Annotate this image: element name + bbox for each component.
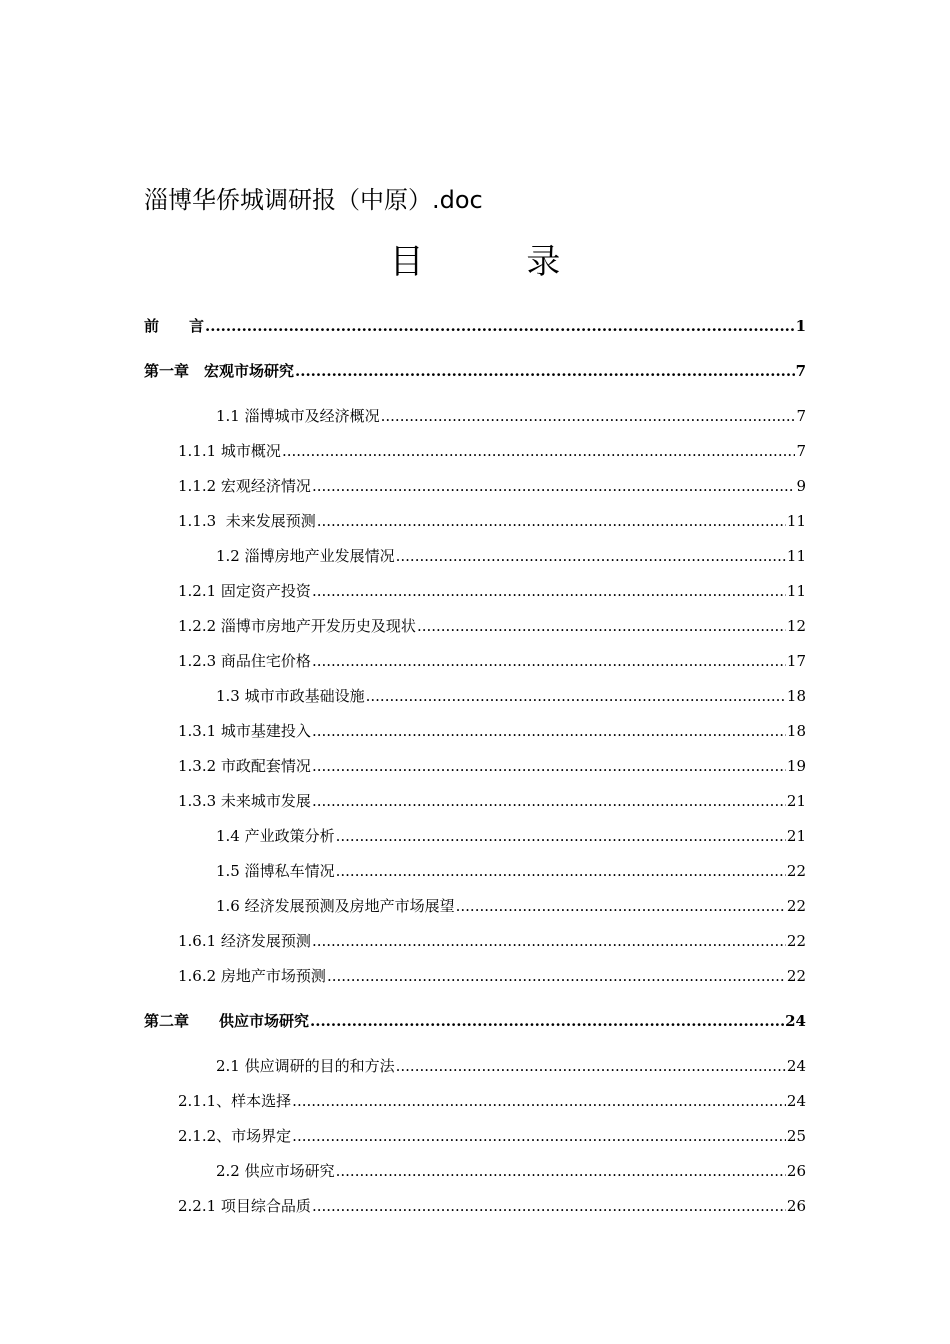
leader-dots [312, 476, 796, 496]
toc-entry-preface[interactable] [144, 316, 806, 336]
toc-label: 1.6 经济发展预测及房地产市场展望 [216, 897, 455, 915]
toc-entry-1-5[interactable] [216, 861, 806, 881]
toc-label: 1.1.3 未来发展预测 [178, 512, 316, 530]
toc-label: 2.2 供应市场研究 [216, 1162, 335, 1180]
toc-label: 1.4 产业政策分析 [216, 827, 335, 845]
toc-label: 1.3.1 城市基建投入 [178, 722, 311, 740]
leader-dots [312, 791, 786, 811]
toc-entry-1-3-1[interactable] [178, 721, 806, 741]
toc-entry-1-1-2[interactable] [178, 476, 806, 496]
toc-entry-1-2[interactable] [216, 546, 806, 566]
leader-dots [381, 406, 796, 426]
toc-heading: 目 录 [389, 242, 607, 282]
toc-page: 18 [786, 722, 806, 740]
leader-dots [327, 966, 786, 986]
toc-page: 7 [796, 442, 806, 460]
toc-page: 19 [786, 757, 806, 775]
toc-page: 18 [786, 687, 806, 705]
toc-entry-2-2-1[interactable] [178, 1196, 806, 1216]
toc-label: 1.6.1 经济发展预测 [178, 932, 311, 950]
toc-page: 26 [786, 1162, 806, 1180]
toc-entry-2-1[interactable] [216, 1056, 806, 1076]
toc-page: 24 [785, 1012, 806, 1030]
toc-label: 1.3.3 未来城市发展 [178, 792, 311, 810]
leader-dots [312, 931, 786, 951]
toc-page: 22 [786, 967, 806, 985]
toc-label: 1.2 淄博房地产业发展情况 [216, 547, 395, 565]
toc-entry-1-1-1[interactable] [178, 441, 806, 461]
toc-entry-2-2[interactable] [216, 1161, 806, 1181]
leader-dots [310, 1011, 784, 1031]
toc-entry-1-2-2[interactable] [178, 616, 806, 636]
toc-label: 1.2.3 商品住宅价格 [178, 652, 311, 670]
toc-page: 22 [786, 862, 806, 880]
toc-entry-chapter-2[interactable] [144, 1011, 806, 1031]
toc-entry-1-6-2[interactable] [178, 966, 806, 986]
leader-dots [292, 1126, 786, 1146]
leader-dots [205, 316, 795, 336]
toc-entry-1-6[interactable] [216, 896, 806, 916]
leader-dots [336, 1161, 786, 1181]
leader-dots [312, 756, 786, 776]
toc-page: 11 [786, 547, 806, 565]
toc-label: 2.1 供应调研的目的和方法 [216, 1057, 395, 1075]
toc-entry-2-1-2[interactable] [178, 1126, 806, 1146]
toc-entry-1-4[interactable] [216, 826, 806, 846]
toc-page: 7 [795, 362, 806, 380]
toc-page: 22 [786, 897, 806, 915]
toc-entry-chapter-1[interactable] [144, 361, 806, 381]
leader-dots [396, 546, 786, 566]
toc-label: 2.2.1 项目综合品质 [178, 1197, 311, 1215]
toc-page: 24 [786, 1057, 806, 1075]
toc-page: 12 [786, 617, 806, 635]
leader-dots [312, 721, 786, 741]
toc-label: 1.2.2 淄博市房地产开发历史及现状 [178, 617, 416, 635]
toc-label: 1.3.2 市政配套情况 [178, 757, 311, 775]
toc-page: 11 [786, 582, 806, 600]
toc-page: 22 [786, 932, 806, 950]
toc-label: 第一章 宏观市场研究 [144, 362, 295, 380]
toc-entry-1-2-1[interactable] [178, 581, 806, 601]
toc-page: 17 [786, 652, 806, 670]
toc-label: 2.1.2、市场界定 [178, 1127, 292, 1145]
toc-entry-2-1-1[interactable] [178, 1091, 806, 1111]
toc-label: 1.3 城市市政基础设施 [216, 687, 365, 705]
toc-page: 11 [786, 512, 806, 530]
leader-dots [312, 651, 786, 671]
toc-label: 第二章 供应市场研究 [144, 1012, 310, 1030]
leader-dots [295, 361, 795, 381]
leader-dots [396, 1056, 786, 1076]
leader-dots [366, 686, 786, 706]
toc-label: 1.5 淄博私车情况 [216, 862, 335, 880]
leader-dots [282, 441, 796, 461]
toc-entry-1-3-2[interactable] [178, 756, 806, 776]
toc-entry-1-3[interactable] [216, 686, 806, 706]
toc-label: 前 言 [144, 317, 205, 335]
leader-dots [417, 616, 786, 636]
toc-entry-1-2-3[interactable] [178, 651, 806, 671]
toc-page: 9 [796, 477, 806, 495]
document-title: 淄博华侨城调研报（中原）.doc [144, 186, 483, 214]
toc-page: 21 [786, 827, 806, 845]
toc-label: 2.1.1、样本选择 [178, 1092, 292, 1110]
leader-dots [317, 511, 786, 531]
leader-dots [312, 1196, 786, 1216]
toc-entry-1-3-3[interactable] [178, 791, 806, 811]
toc-page: 24 [786, 1092, 806, 1110]
toc-page: 21 [786, 792, 806, 810]
toc-label: 1.1.1 城市概况 [178, 442, 281, 460]
toc-page: 26 [786, 1197, 806, 1215]
leader-dots [292, 1091, 786, 1111]
toc-label: 1.2.1 固定资产投资 [178, 582, 311, 600]
toc-page: 25 [786, 1127, 806, 1145]
leader-dots [312, 581, 786, 601]
leader-dots [456, 896, 786, 916]
toc-entry-1-1[interactable] [216, 406, 806, 426]
toc-page: 1 [795, 317, 806, 335]
toc-page: 7 [796, 407, 806, 425]
leader-dots [336, 826, 786, 846]
toc-entry-1-1-3[interactable] [178, 511, 806, 531]
leader-dots [336, 861, 786, 881]
toc-entry-1-6-1[interactable] [178, 931, 806, 951]
toc-label: 1.1.2 宏观经济情况 [178, 477, 311, 495]
toc-label: 1.1 淄博城市及经济概况 [216, 407, 380, 425]
toc-label: 1.6.2 房地产市场预测 [178, 967, 326, 985]
